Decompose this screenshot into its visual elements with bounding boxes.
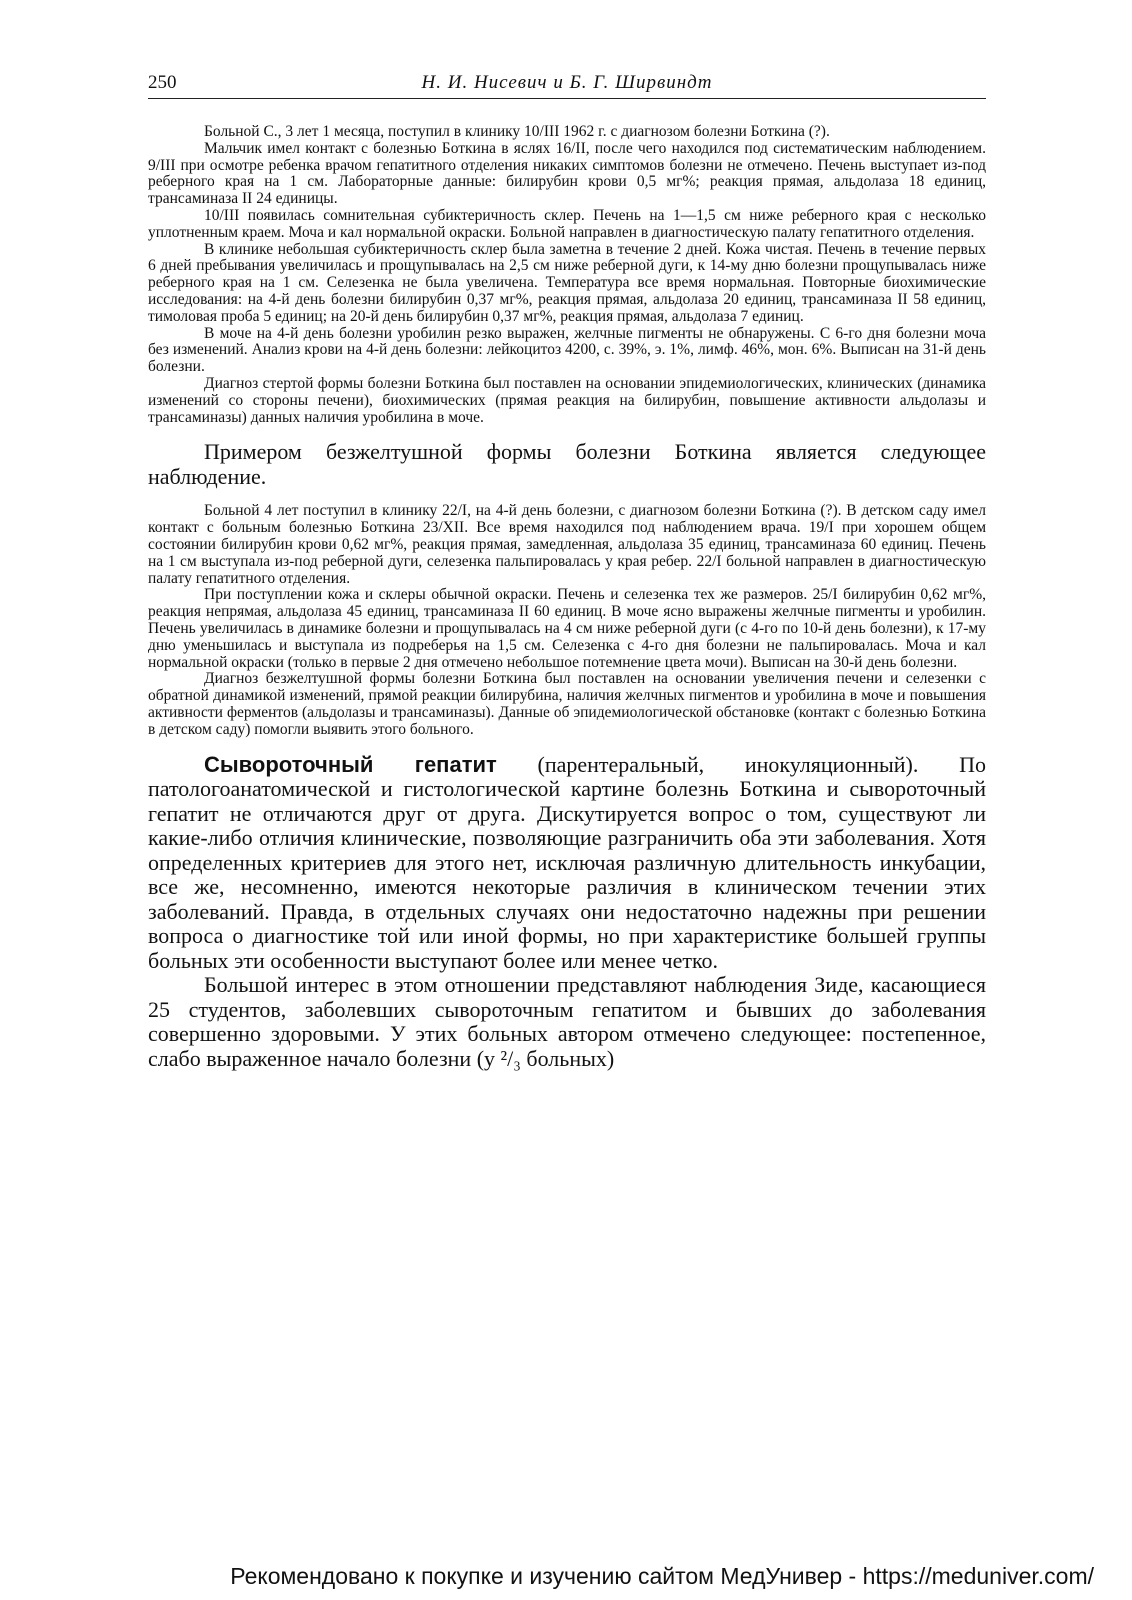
case1-paragraph: Мальчик имел контакт с болезнью Боткина в яслях 16/II, после чего находился под систематическим наблюдением. 9/III при осмотре ребенка врачом гепатитного отделения никаких симптомов болезни не отмечено. Печень выступает из-под реберного края на 1 см. Лабораторные данные: билирубин крови 0,5 мг%; реакция прямая, альдолаза 18 единиц, трансаминаза II 24 единицы. bbox=[148, 139, 986, 208]
case1-paragraph: Диагноз стертой формы болезни Боткина был поставлен на основании эпидемиологических, клинических (динамика изменений со стороны печени), биохимических (прямая реакция на билирубин, повышение активности альдолазы и трансаминазы) данных наличия уробилина в моче. bbox=[148, 374, 986, 426]
page-body bbox=[148, 124, 986, 1085]
case-report-2 bbox=[148, 503, 986, 738]
running-head: Н. И. Нисевич и Б. Г. Ширвиндт bbox=[421, 72, 713, 93]
case1-paragraph: В моче на 4-й день болезни уробилин резко выражен, желчные пигменты не обнаружены. С 6-го дня болезни моча без изменений. Анализ крови на 4-й день болезни: лейкоцитоз 4200, с. 39%, э. 1%, лимф. 46%, мон. 6%. Выписан на 31-й день болезни. bbox=[148, 324, 986, 376]
case2-paragraph: При поступлении кожа и склеры обычной окраски. Печень и селезенка тех же размеров. 25/I билирубин 0,62 мг%, реакция непрямая, альдолаза 45 единиц, трансаминаза II 60 единиц. В моче ясно выражены желчные пигменты и уробилин. Печень увеличилась в динамике болезни и прощупывалась на 4 см ниже реберной дуги (с 4-го по 10-й день болезни), к 17-му дню уменьшилась и выступала из подреберья на 1,5 см. Селезенка с 4-го дня болезни не пальпировалась. Моча и кал нормальной окраски (только в первые 2 дня отмечено небольшое потемнение цвета мочи). Выписан на 30-й день болезни. bbox=[148, 586, 986, 671]
footer-note: Рекомендовано к покупке и изучению сайтом МедУнивер - https://meduniver.com/ bbox=[230, 1563, 1094, 1589]
case1-paragraph: В клинике небольшая субиктеричность склер была заметна в течение 2 дней. Кожа чистая. Печень в течение первых 6 дней пребывания увеличилась и прощупывалась на 2,5 см ниже реберной дуги, к 14-му дню болезни прощупывалась ниже реберного края на 1 см. Селезенка не была увеличена. Температура все время нормальная. Повторные биохимические исследования: на 4-й день болезни билирубин 0,37 мг%, реакция прямая, альдолаза 20 единиц, трансаминаза II 58 единиц, тимоловая проба 5 единиц; на 20-й день билирубин 0,37 мг%, реакция прямая, альдолаза 7 единиц. bbox=[148, 240, 986, 325]
section-paragraph-1-text: (парентеральный, инокуляционный). По патологоанатомической и гистологической картине болезнь Боткина и сывороточный гепатит не отличаются друг от друга. Дискутируется вопрос о том, существуют ли какие-либо отличия клинические, позволяющие разграничить оба эти заболевания. Хотя определенных критериев для этого нет, исключая различную длительность инкубации, все же, несомненно, имеются некоторые различия в клиническом течении этих заболеваний. Правда, в отдельных случаях они недостаточно надежны при решении вопроса о диагностике той или иной формы, но при характеристике большей группы больных эти особенности выступают более или менее четко. bbox=[148, 751, 986, 973]
page-number: 250 bbox=[148, 72, 177, 93]
case2-paragraph: Диагноз безжелтушной формы болезни Боткина был поставлен на основании увеличения печени и селезенки с обратной динамикой изменений, прямой реакции билирубина, наличия желчных пигментов и уробилина в моче и повышения активности ферментов (альдолазы и трансаминазы). Данные об эпидемиологической обстановке (контакт с болезнью Боткина в детском саду) помогли выявить этого больного. bbox=[148, 670, 986, 738]
section-term: Сывороточный гепатит bbox=[204, 751, 497, 777]
case2-paragraph: Больной 4 лет поступил в клинику 22/I, на 4-й день болезни, с диагнозом болезни Боткина (?). В детском саду имел контакт с больным болезнью Боткина 23/XII. Все время находился под наблюдением врача. 19/I при хорошем общем состоянии билирубин крови 0,62 мг%, реакция прямая, замедленная, альдолаза 35 единиц, трансаминаза 60 единиц. Печень на 1 см выступала из-под реберной дуги, селезенка пальпировалась у края ребер. 22/I больной направлен в диагностическую палату гепатитного отделения. bbox=[148, 502, 986, 587]
case1-paragraph: Больной С., 3 лет 1 месяца, поступил в клинику 10/III 1962 г. с диагнозом болезни Боткина (?). bbox=[204, 123, 830, 140]
case-report-1 bbox=[148, 124, 986, 426]
case1-paragraph: 10/III появилась сомнительная субиктеричность склер. Печень на 1—1,5 см ниже реберного края с несколько уплотненным краем. Моча и кал нормальной окраски. Больной направлен в диагностическую палату гепатитного отделения. bbox=[148, 206, 986, 241]
page-header bbox=[148, 70, 986, 99]
section-paragraph-1 bbox=[148, 753, 986, 974]
intro-paragraph bbox=[148, 440, 986, 489]
section-paragraph-2: Большой интерес в этом отношении представляют наблюдения Зиде, касающиеся 25 студентов, заболевших сывороточным гепатитом и бывших до заболевания совершенно здоровыми. У этих больных автором отмечено следующее: постепенное, слабо выраженное начало болезни (у ²/₃ больных) bbox=[148, 972, 986, 1071]
intro2-text: Примером безжелтушной формы болезни Боткина является следующее наблюдение. bbox=[148, 439, 986, 489]
serum-hepatitis-section bbox=[148, 753, 986, 1072]
